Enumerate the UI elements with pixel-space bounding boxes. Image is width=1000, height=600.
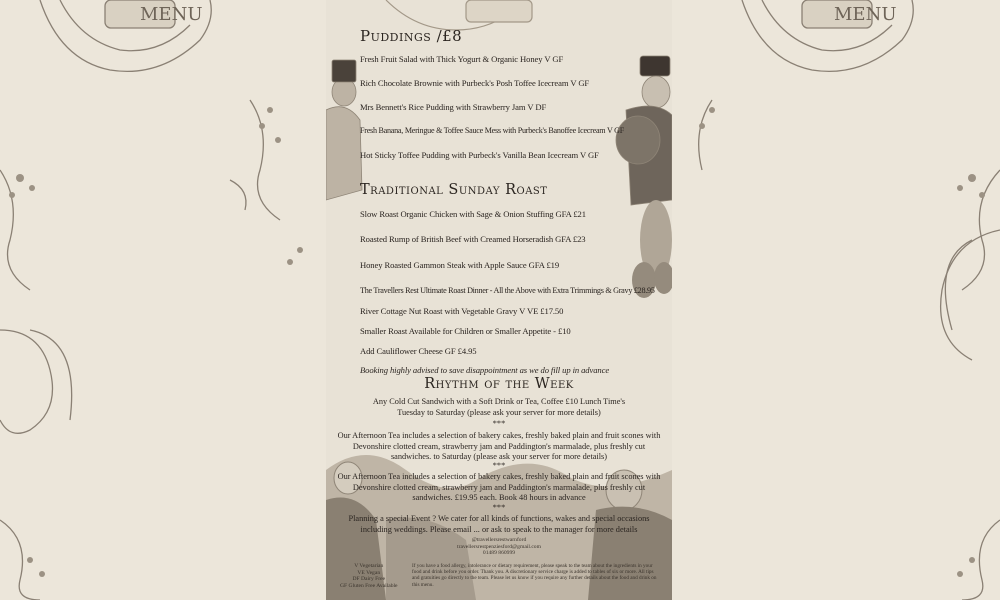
key-line: DF Dairy Free — [352, 576, 386, 583]
wallpaper-menu-text-right: MENU — [834, 4, 897, 25]
roast-item: Slow Roast Organic Chicken with Sage & Onion Stuffing GFA £21 — [360, 209, 586, 219]
pudding-item: Mrs Bennett's Rice Pudding with Strawberry Jam V DF — [360, 102, 547, 112]
roast-item: Honey Roasted Gammon Steak with Apple Sauce GFA £19 — [360, 260, 560, 270]
wallpaper-right — [672, 0, 1000, 600]
contact-block — [326, 537, 672, 557]
events-text: Planning a special Event ? We cater for all kinds of functions, wakes and special occasions including weddings. Please email ... or ask to speak to the manager for more details — [348, 514, 650, 534]
foliage-right — [632, 200, 672, 298]
sunday-roast-heading: Traditional Sunday Roast — [360, 182, 548, 198]
figure-left-gentleman — [326, 60, 362, 200]
engraving-pattern-right — [672, 0, 1000, 600]
afternoon-tea-text-1: Our Afternoon Tea includes a selection of bakery cakes, freshly baked plain and fruit scones with Devonshire clotted cream, strawberry jam and Paddington's marmalade, plus freshly cut sandwiches. to Saturday (please ask your server for more details) — [337, 431, 661, 461]
pudding-item: Fresh Banana, Meringue & Toffee Sauce Mess with Purbeck's Banoffee Icecream V GF — [360, 126, 625, 135]
roast-item: Add Cauliflower Cheese GF £4.95 — [360, 346, 477, 356]
separator: *** — [492, 461, 506, 470]
pudding-item: Fresh Fruit Salad with Thick Yogurt & Organic Honey V GF — [360, 54, 564, 64]
roast-item: River Cottage Nut Roast with Vegetable Gravy V VE £17.50 — [360, 306, 564, 316]
pudding-item: Hot Sticky Toffee Pudding with Purbeck's Vanilla Bean Icecream V GF — [360, 150, 599, 160]
wallpaper-menu-text-left: MENU — [140, 4, 203, 25]
contact-email[interactable]: travellersrestpenziesford@gmail.com — [457, 543, 541, 550]
separator: *** — [492, 503, 506, 512]
figure-right-man — [616, 56, 672, 205]
dietary-key — [340, 563, 398, 589]
separator: *** — [492, 419, 506, 428]
roast-item: Roasted Rump of British Beef with Creamed Horseradish GFA £23 — [360, 234, 586, 244]
roast-item: Smaller Roast Available for Children or Smaller Appetite - £10 — [360, 326, 571, 336]
pudding-item: Rich Chocolate Brownie with Purbeck's Posh Toffee Icecream V GF — [360, 78, 590, 88]
key-line: VE Vegan — [357, 569, 381, 576]
afternoon-tea-text-2: Our Afternoon Tea includes a selection of bakery cakes, freshly baked plain and fruit scones with Devonshire clotted cream, strawberry jam and Paddington's marmalade, plus freshly cut sandwiches. £19.95 each. Book 48 hours in advance — [337, 472, 661, 502]
roast-item: The Travellers Rest Ultimate Roast Dinner - All the Above with Extra Trimmings & Gravy £28.95 — [360, 286, 655, 295]
social-handle[interactable]: @travellersrestwarnford — [471, 537, 527, 543]
booking-note: Booking highly advised to save disappointment as we do fill up in advance — [360, 365, 610, 375]
contact-phone[interactable]: 01489 860999 — [482, 550, 516, 557]
rhythm-heading: Rhythm of the Week — [424, 376, 574, 392]
engraving-pattern-left — [0, 0, 326, 600]
allergy-footer-notes: If you have a food allergy, intolerance or dietary requirement, please speak to the team about the ingredients in your food and drink before you order. Thank you. A discretionary service charge is added to tables of six or more. All tips and gratuities go directly to the team. Please let us know if you require any further details about the food and drink on this menu. — [412, 563, 657, 588]
key-line: V Vegetarian — [354, 563, 384, 569]
puddings-heading: Puddings /£8 — [360, 27, 463, 45]
key-line: GF Gluten Free Available — [340, 582, 398, 589]
sandwich-offer: Any Cold Cut Sandwich with a Soft Drink or Tea, Coffee £10 Lunch Time's Tuesday to Saturday (please ask your server for more details) — [372, 397, 626, 417]
menu-panel — [326, 0, 672, 600]
wallpaper-left — [0, 0, 326, 600]
